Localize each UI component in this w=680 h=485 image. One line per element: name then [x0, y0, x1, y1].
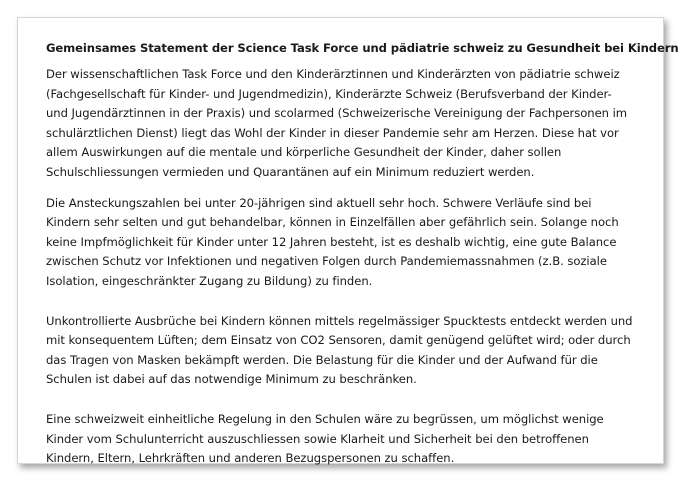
document-page [17, 17, 679, 466]
paragraph-1: Der wissenschaftlichen Task Force und den Kinderärztinnen und Kinderärzten von pädiatrie schweiz (Fachgesellschaft für Kinder- und Jugendmedizin), Kinderärzte Schweiz (Berufsverband der Kinder- und Jugendärztinnen in der Praxis) und scolarmed (Schweizerische Vereinigung der Fachpersonen im schulärztlichen Dienst) liegt das Wohl der Kinder in dieser Pandemie sehr am Herzen. Diese hat vor allem Auswirkungen auf die mentale und körperliche Gesundheit der Kinder, daher sollen Schulschliessungen vermieden und Quarantänen auf ein Minimum reduziert werden. [46, 67, 628, 179]
document-title: Gemeinsames Statement der Science Task Force und pädiatrie schweiz zu Gesundheit bei Kindern [46, 41, 679, 55]
paragraph-2: Die Ansteckungszahlen bei unter 20-jährigen sind aktuell sehr hoch. Schwere Verläufe sind bei Kindern sehr selten und gut behandelbar, können in Einzelfällen aber gefährlich sein. Solange noch keine Impfmöglichkeit für Kinder unter 12 Jahren besteht, ist es deshalb wichtig, eine gute Balance zwischen Schutz vor Infektionen und negativen Folgen durch Pandemiemassnahmen (z.B. soziale Isolation, eingeschränkter Zugang zu Bildung) zu finden. [46, 195, 619, 288]
paragraph-3: Unkontrollierte Ausbrüche bei Kindern können mittels regelmässiger Spucktests entdeckt werden und mit konsequentem Lüften; dem Einsatz von CO2 Sensoren, damit genügend gelüftet wird; oder durch das Tragen von Masken bekämpft werden. Die Belastung für die Kinder und der Aufwand für die Schulen ist dabei auf das notwendige Minimum zu beschränken. [46, 313, 633, 387]
paragraph-4: Eine schweizweit einheitliche Regelung in den Schulen wäre zu begrüssen, um möglichst wenige Kinder vom Schulunterricht auszuschliessen sowie Klarheit und Sicherheit bei den betroffenen Kindern, Eltern, Lehrkräften und anderen Bezugspersonen zu schaffen. [46, 411, 604, 466]
